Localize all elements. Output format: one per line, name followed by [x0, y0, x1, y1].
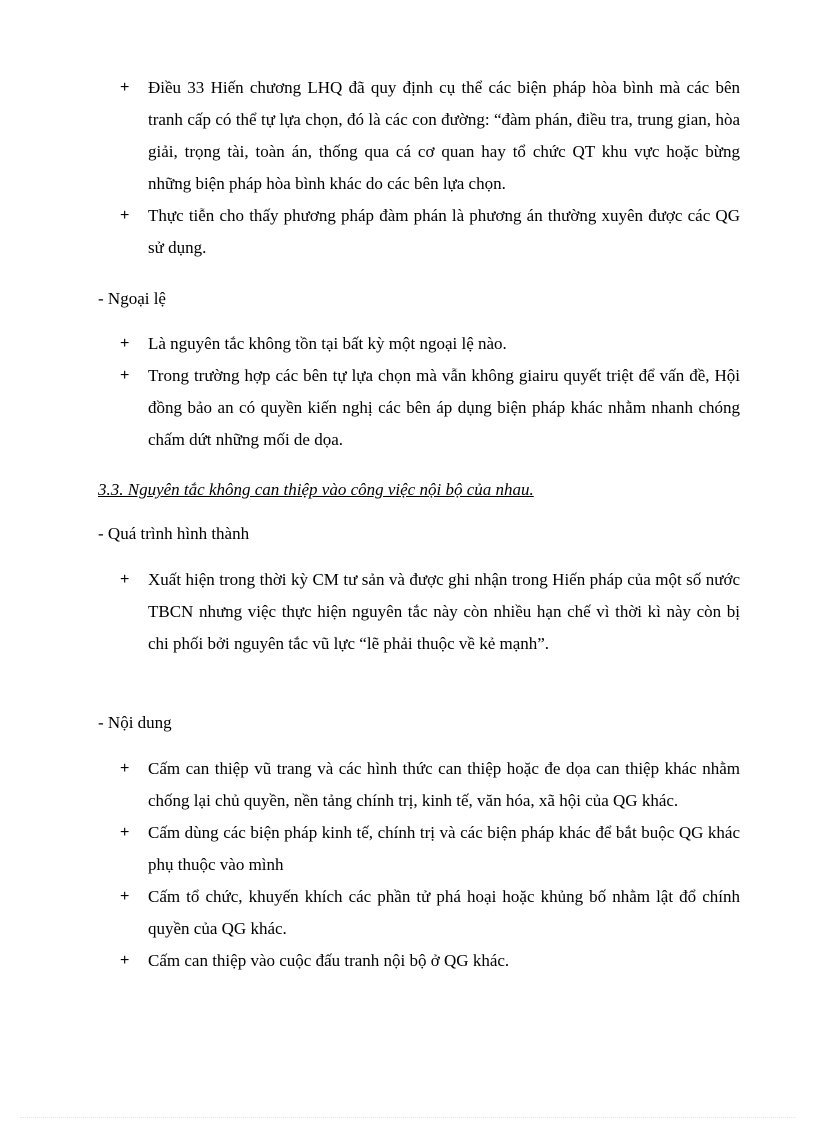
- list-item-text: Là nguyên tắc không tồn tại bất kỳ một ngoại lệ nào.: [148, 334, 507, 353]
- bullet-marker: +: [120, 571, 130, 588]
- list-item: [118, 72, 740, 200]
- list-item: [118, 200, 740, 264]
- bullet-list-formation: [118, 564, 740, 660]
- bullet-list-dispute-measures: [118, 72, 740, 264]
- list-item-text: Cấm can thiệp vào cuộc đấu tranh nội bộ ở QG khác.: [148, 951, 510, 970]
- list-item: [118, 328, 740, 360]
- list-item: [118, 753, 740, 817]
- bullet-list-exceptions: [118, 328, 740, 456]
- list-item: [118, 817, 740, 881]
- bullet-marker: +: [120, 888, 130, 905]
- bullet-marker: +: [120, 367, 130, 384]
- bullet-marker: +: [120, 335, 130, 352]
- bullet-marker: +: [120, 79, 130, 96]
- list-item-text: Cấm dùng các biện pháp kinh tế, chính trị và các biện pháp khác để bắt buộc QG khác phụ thuộc vào mình: [148, 823, 740, 874]
- heading-qua-trinh-hinh-thanh: - Quá trình hình thành: [98, 524, 250, 543]
- list-item-text: Xuất hiện trong thời kỳ CM tư sản và được ghi nhận trong Hiến pháp của một số nước TBCN nhưng việc thực hiện nguyên tắc này còn nhiều hạn chế vì thời kì này còn bị chi phối bởi nguyên tắc vũ lực “lẽ phải thuộc về kẻ mạnh”.: [148, 570, 740, 653]
- bullet-marker: +: [120, 760, 130, 777]
- heading-noi-dung: - Nội dung: [98, 713, 172, 732]
- list-item-text: Cấm tổ chức, khuyến khích các phần tử phá hoại hoặc khủng bố nhằm lật đổ chính quyền của QG khác.: [148, 887, 740, 938]
- heading-ngoai-le: - Ngoại lệ: [98, 289, 166, 308]
- list-item-text: Điều 33 Hiến chương LHQ đã quy định cụ thể các biện pháp hòa bình mà các bên tranh cấp có thể tự lựa chọn, đó là các con đường: “đàm phán, điều tra, trung gian, hòa giải, trọng tài, toàn án, thống qua cá cơ quan hay tổ chức QT khu vực hoặc bừng những biện pháp hòa bình khác do các bên lựa chọn.: [148, 78, 740, 193]
- list-item: [118, 881, 740, 945]
- list-item: [118, 360, 740, 456]
- list-item-text: Trong trường hợp các bên tự lựa chọn mà vẫn không giairu quyết triệt để vấn đề, Hội đồng bảo an có quyền kiến nghị các bên áp dụng biện pháp khác nhằm nhanh chóng chấm dứt những mối de dọa.: [148, 366, 740, 449]
- list-item: [118, 564, 740, 660]
- bullet-marker: +: [120, 824, 130, 841]
- section-title: 3.3. Nguyên tắc không can thiệp vào công việc nội bộ của nhau.: [98, 480, 534, 499]
- bullet-marker: +: [120, 207, 130, 224]
- page-bottom-rule: [20, 1117, 796, 1118]
- list-item-text: Cấm can thiệp vũ trang và các hình thức can thiệp hoặc đe dọa can thiệp khác nhằm chống lại chủ quyền, nền tảng chính trị, kinh tế, văn hóa, xã hội của QG khác.: [148, 759, 740, 810]
- list-item-text: Thực tiễn cho thấy phương pháp đàm phán là phương án thường xuyên được các QG sử dụng.: [148, 206, 740, 257]
- bullet-marker: +: [120, 952, 130, 969]
- list-item: [118, 945, 740, 977]
- bullet-list-content: [118, 753, 740, 977]
